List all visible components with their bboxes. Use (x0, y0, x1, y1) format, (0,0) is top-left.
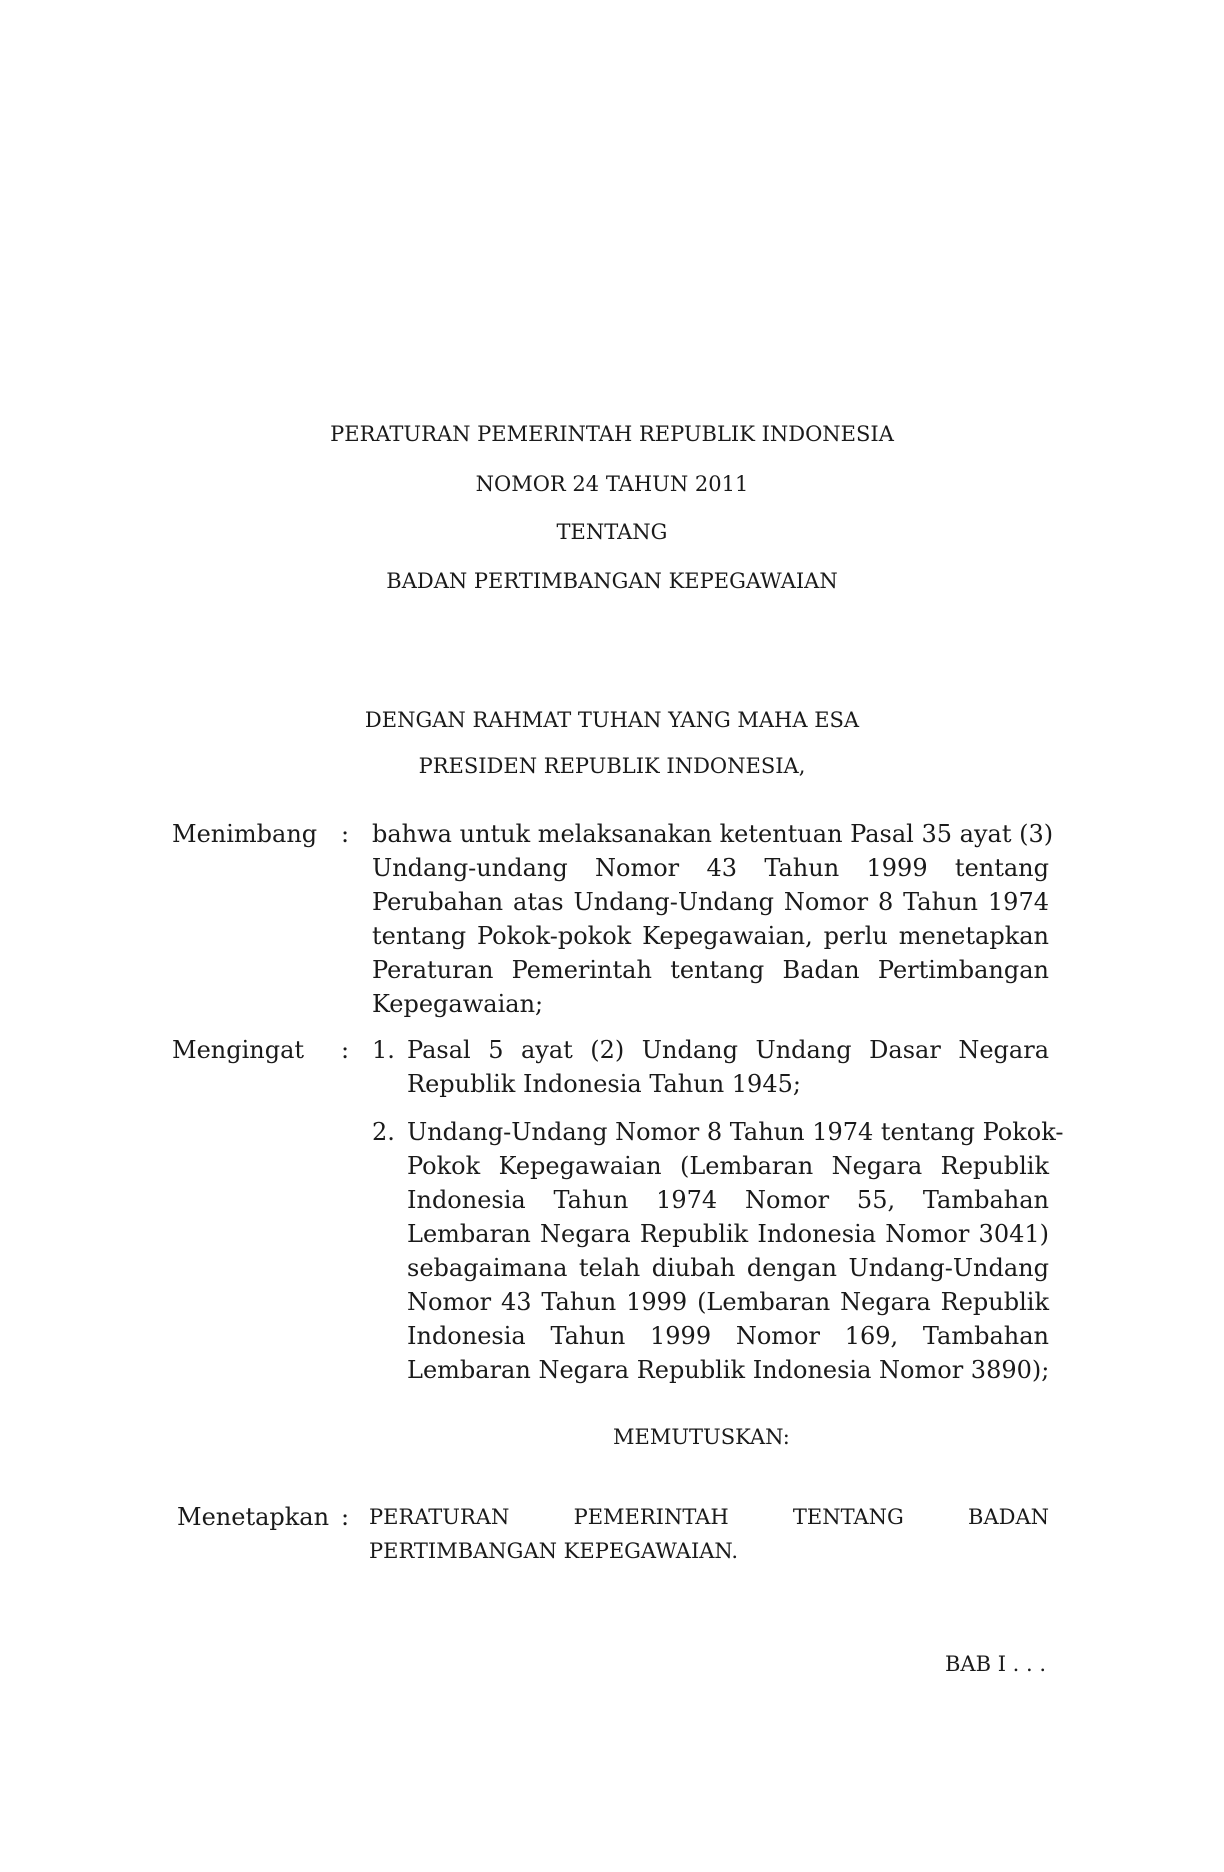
mengingat-item-line: Indonesia Tahun 1999 Nomor 169, Tambahan (407, 1322, 1049, 1350)
menetapkan-text (369, 1500, 1049, 1568)
menimbang-line: tentang Pokok-pokok Kepegawaian, perlu menetapkan (372, 922, 1049, 950)
mengingat-item-1 (407, 1033, 1049, 1101)
mengingat-item-line: Lembaran Negara Republik Indonesia Nomor 3041) (407, 1220, 1049, 1248)
menetapkan-colon: : (341, 1503, 350, 1531)
mengingat-item-line: Lembaran Negara Republik Indonesia Nomor 3890); (407, 1356, 1050, 1384)
preamble-divine-grace: DENGAN RAHMAT TUHAN YANG MAHA ESA (364, 708, 860, 732)
menimbang-label: Menimbang (172, 820, 318, 848)
menimbang-colon: : (341, 820, 350, 848)
menimbang-line: Undang-undang Nomor 43 Tahun 1999 tentang (372, 854, 1049, 882)
mengingat-item-number: 2. (372, 1118, 395, 1146)
mengingat-item-2 (407, 1115, 1064, 1387)
menetapkan-label: Menetapkan (177, 1503, 330, 1531)
mengingat-item-line: Pokok Kepegawaian (Lembaran Negara Republik (407, 1152, 1049, 1180)
menimbang-line: Kepegawaian; (372, 990, 544, 1018)
mengingat-item-line: Nomor 43 Tahun 1999 (Lembaran Negara Republik (407, 1288, 1049, 1316)
preamble-president: PRESIDEN REPUBLIK INDONESIA, (418, 754, 806, 778)
mengingat-item-line: Pasal 5 ayat (2) Undang Undang Dasar Negara (407, 1036, 1049, 1064)
regulation-number: NOMOR 24 TAHUN 2011 (475, 472, 749, 496)
mengingat-label: Mengingat (172, 1036, 305, 1064)
mengingat-colon: : (341, 1036, 350, 1064)
mengingat-item-line: Indonesia Tahun 1974 Nomor 55, Tambahan (407, 1186, 1049, 1214)
menetapkan-line: PERTIMBANGAN KEPEGAWAIAN. (369, 1539, 739, 1563)
menimbang-text (372, 817, 1054, 1021)
regulation-subject: BADAN PERTIMBANGAN KEPEGAWAIAN (386, 569, 838, 593)
regulation-title: PERATURAN PEMERINTAH REPUBLIK INDONESIA (330, 422, 894, 446)
menimbang-line: bahwa untuk melaksanakan ketentuan Pasal 35 ayat (3) (372, 820, 1054, 848)
mengingat-item-line: Undang-Undang Nomor 8 Tahun 1974 tentang Pokok- (407, 1118, 1064, 1146)
regulation-about: TENTANG (556, 520, 668, 544)
mengingat-item-number: 1. (372, 1036, 395, 1064)
mengingat-item-line: sebagaimana telah diubah dengan Undang-Undang (407, 1254, 1049, 1282)
menimbang-line: Peraturan Pemerintah tentang Badan Pertimbangan (372, 956, 1049, 984)
mengingat-item-line: Republik Indonesia Tahun 1945; (407, 1070, 801, 1098)
menetapkan-line: PERATURAN PEMERINTAH TENTANG BADAN (369, 1505, 1049, 1529)
menimbang-line: Perubahan atas Undang-Undang Nomor 8 Tahun 1974 (372, 888, 1049, 916)
page-continuation: BAB I . . . (945, 1652, 1047, 1676)
memutuskan-heading: MEMUTUSKAN: (613, 1425, 790, 1449)
